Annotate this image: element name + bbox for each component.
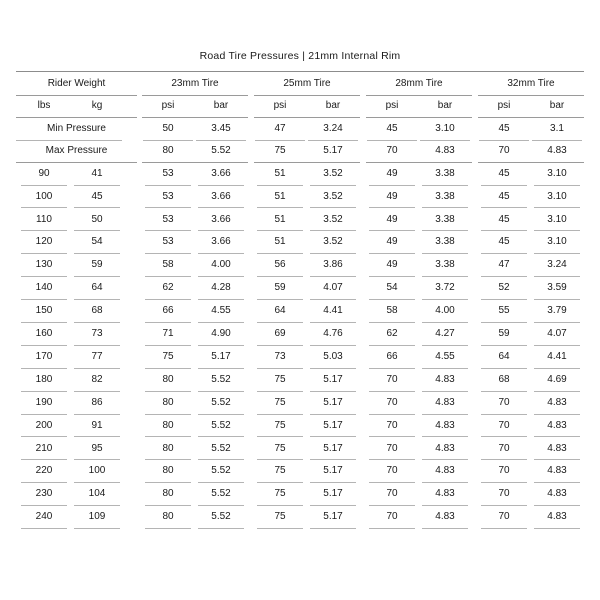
table-cell: 4.83 bbox=[547, 442, 567, 454]
table-cell: 4.83 bbox=[435, 419, 455, 431]
table-cell: 75 bbox=[274, 511, 286, 523]
table-row bbox=[0, 506, 600, 529]
table-cell: 54 bbox=[91, 236, 103, 248]
table-row bbox=[0, 368, 600, 391]
table-cell: 75 bbox=[162, 350, 174, 362]
table-cell: 3.66 bbox=[211, 236, 231, 248]
table-cell: 140 bbox=[35, 282, 53, 294]
pressure-limit-value: 70 bbox=[386, 145, 398, 157]
table-cell: 70 bbox=[498, 465, 510, 477]
table-cell: 5.52 bbox=[211, 465, 231, 477]
table-cell: 71 bbox=[162, 328, 174, 340]
pressure-limit-value: 45 bbox=[386, 122, 398, 134]
table-cell: 70 bbox=[386, 442, 398, 454]
table-cell: 70 bbox=[498, 488, 510, 500]
unit-header: psi bbox=[161, 100, 175, 112]
table-cell: 5.52 bbox=[211, 442, 231, 454]
table-cell: 56 bbox=[274, 259, 286, 271]
table-row bbox=[0, 414, 600, 437]
table-cell: 70 bbox=[386, 373, 398, 385]
table-cell: 52 bbox=[498, 282, 510, 294]
table-cell: 4.83 bbox=[435, 442, 455, 454]
table-cell: 3.10 bbox=[547, 236, 567, 248]
table-cell: 5.17 bbox=[323, 373, 343, 385]
pressure-limit-value: 5.17 bbox=[323, 145, 343, 157]
table-cell: 45 bbox=[498, 190, 510, 202]
table-cell: 170 bbox=[35, 350, 53, 362]
table-cell: 4.00 bbox=[211, 259, 231, 271]
table-cell: 41 bbox=[91, 167, 103, 179]
max-pressure-row bbox=[0, 140, 600, 163]
table-cell: 5.52 bbox=[211, 488, 231, 500]
group-header-row bbox=[0, 72, 600, 95]
table-cell: 62 bbox=[162, 282, 174, 294]
table-cell: 3.38 bbox=[435, 259, 455, 271]
table-cell: 45 bbox=[498, 236, 510, 248]
table-cell: 51 bbox=[274, 213, 286, 225]
table-row bbox=[0, 277, 600, 300]
table-cell: 4.41 bbox=[323, 305, 343, 317]
table-cell: 59 bbox=[498, 328, 510, 340]
table-cell: 51 bbox=[274, 190, 286, 202]
group-header: 32mm Tire bbox=[507, 77, 555, 89]
table-cell: 95 bbox=[91, 442, 103, 454]
pressure-limit-value: 3.1 bbox=[550, 122, 564, 134]
table-cell: 3.66 bbox=[211, 190, 231, 202]
table-cell: 4.83 bbox=[435, 488, 455, 500]
table-cell: 54 bbox=[386, 282, 398, 294]
table-cell: 3.38 bbox=[435, 236, 455, 248]
table-cell: 64 bbox=[498, 350, 510, 362]
table-cell: 4.90 bbox=[211, 328, 231, 340]
table-cell: 80 bbox=[162, 419, 174, 431]
table-cell: 200 bbox=[35, 419, 53, 431]
table-cell: 180 bbox=[35, 373, 53, 385]
table-cell: 109 bbox=[88, 511, 106, 523]
table-cell: 49 bbox=[386, 236, 398, 248]
unit-header: lbs bbox=[37, 100, 51, 112]
table-cell: 50 bbox=[91, 213, 103, 225]
group-header: 28mm Tire bbox=[395, 77, 443, 89]
table-cell: 4.69 bbox=[547, 373, 567, 385]
table-cell: 53 bbox=[162, 213, 174, 225]
table-cell: 3.38 bbox=[435, 213, 455, 225]
table-cell: 49 bbox=[386, 190, 398, 202]
pressure-limit-value: 3.45 bbox=[211, 122, 231, 134]
table-cell: 4.83 bbox=[547, 488, 567, 500]
table-cell: 70 bbox=[386, 465, 398, 477]
table-cell: 70 bbox=[386, 396, 398, 408]
table-cell: 53 bbox=[162, 190, 174, 202]
table-cell: 220 bbox=[35, 465, 53, 477]
row-divider bbox=[74, 528, 120, 529]
table-cell: 45 bbox=[498, 213, 510, 225]
table-cell: 75 bbox=[274, 419, 286, 431]
table-cell: 77 bbox=[91, 350, 103, 362]
table-cell: 5.17 bbox=[323, 488, 343, 500]
table-cell: 70 bbox=[386, 419, 398, 431]
table-cell: 240 bbox=[35, 511, 53, 523]
table-cell: 64 bbox=[274, 305, 286, 317]
pressure-limit-label: Min Pressure bbox=[47, 122, 106, 134]
row-divider bbox=[422, 528, 468, 529]
table-row bbox=[0, 162, 600, 185]
table-cell: 5.17 bbox=[323, 419, 343, 431]
table-cell: 4.27 bbox=[435, 328, 455, 340]
table-cell: 210 bbox=[35, 442, 53, 454]
table-cell: 104 bbox=[88, 488, 106, 500]
pressure-limit-value: 45 bbox=[498, 122, 510, 134]
table-cell: 59 bbox=[91, 259, 103, 271]
table-cell: 58 bbox=[386, 305, 398, 317]
table-row bbox=[0, 391, 600, 414]
table-cell: 3.59 bbox=[547, 282, 567, 294]
row-divider bbox=[481, 528, 527, 529]
table-cell: 130 bbox=[35, 259, 53, 271]
row-divider bbox=[310, 528, 356, 529]
table-cell: 47 bbox=[498, 259, 510, 271]
table-cell: 4.83 bbox=[547, 511, 567, 523]
table-cell: 3.24 bbox=[547, 259, 567, 271]
table-cell: 45 bbox=[498, 167, 510, 179]
table-cell: 190 bbox=[35, 396, 53, 408]
table-cell: 3.38 bbox=[435, 190, 455, 202]
row-divider bbox=[21, 528, 67, 529]
group-header: 25mm Tire bbox=[283, 77, 331, 89]
row-divider bbox=[145, 528, 191, 529]
table-cell: 110 bbox=[36, 213, 52, 225]
table-cell: 70 bbox=[498, 396, 510, 408]
table-cell: 3.66 bbox=[211, 167, 231, 179]
pressure-limit-value: 50 bbox=[162, 122, 174, 134]
table-cell: 70 bbox=[498, 419, 510, 431]
table-cell: 3.79 bbox=[547, 305, 567, 317]
table-cell: 5.52 bbox=[211, 396, 231, 408]
unit-header: psi bbox=[385, 100, 399, 112]
pressure-limit-value: 3.10 bbox=[435, 122, 455, 134]
unit-header: psi bbox=[273, 100, 287, 112]
table-cell: 58 bbox=[162, 259, 174, 271]
table-row bbox=[0, 185, 600, 208]
table-cell: 5.17 bbox=[323, 396, 343, 408]
table-cell: 80 bbox=[162, 511, 174, 523]
table-row bbox=[0, 483, 600, 506]
table-cell: 5.17 bbox=[323, 465, 343, 477]
unit-header: bar bbox=[437, 100, 453, 112]
table-cell: 4.00 bbox=[435, 305, 455, 317]
table-cell: 91 bbox=[91, 419, 103, 431]
table-cell: 51 bbox=[274, 167, 286, 179]
table-cell: 68 bbox=[91, 305, 103, 317]
table-cell: 5.17 bbox=[323, 442, 343, 454]
table-cell: 4.83 bbox=[435, 396, 455, 408]
table-cell: 64 bbox=[91, 282, 103, 294]
table-cell: 4.55 bbox=[211, 305, 231, 317]
row-divider bbox=[198, 528, 244, 529]
pressure-limit-value: 80 bbox=[162, 145, 174, 157]
table-cell: 80 bbox=[162, 396, 174, 408]
unit-header: bar bbox=[549, 100, 565, 112]
table-cell: 4.28 bbox=[211, 282, 231, 294]
table-cell: 5.03 bbox=[323, 350, 343, 362]
table-cell: 100 bbox=[88, 465, 106, 477]
table-cell: 4.55 bbox=[435, 350, 455, 362]
table-cell: 55 bbox=[498, 305, 510, 317]
table-cell: 49 bbox=[386, 213, 398, 225]
table-cell: 70 bbox=[498, 511, 510, 523]
table-cell: 4.83 bbox=[435, 511, 455, 523]
table-row bbox=[0, 208, 600, 231]
unit-header-row bbox=[0, 95, 600, 118]
table-cell: 3.10 bbox=[547, 213, 567, 225]
table-cell: 5.52 bbox=[211, 511, 231, 523]
table-cell: 73 bbox=[274, 350, 286, 362]
table-cell: 4.07 bbox=[547, 328, 567, 340]
table-cell: 4.07 bbox=[323, 282, 343, 294]
table-row bbox=[0, 254, 600, 277]
table-cell: 53 bbox=[162, 236, 174, 248]
table-cell: 70 bbox=[386, 488, 398, 500]
table-cell: 68 bbox=[498, 373, 510, 385]
table-cell: 4.83 bbox=[547, 419, 567, 431]
table-cell: 86 bbox=[91, 396, 103, 408]
table-cell: 4.83 bbox=[435, 465, 455, 477]
row-divider bbox=[534, 528, 580, 529]
row-divider bbox=[369, 528, 415, 529]
table-cell: 4.76 bbox=[323, 328, 343, 340]
table-cell: 75 bbox=[274, 465, 286, 477]
table-cell: 4.83 bbox=[547, 465, 567, 477]
table-cell: 66 bbox=[386, 350, 398, 362]
pressure-limit-value: 70 bbox=[498, 145, 510, 157]
table-cell: 4.83 bbox=[435, 373, 455, 385]
table-cell: 59 bbox=[274, 282, 286, 294]
pressure-limit-value: 75 bbox=[274, 145, 286, 157]
unit-header: psi bbox=[497, 100, 511, 112]
table-row bbox=[0, 437, 600, 460]
table-cell: 70 bbox=[498, 442, 510, 454]
table-cell: 4.41 bbox=[547, 350, 567, 362]
table-cell: 69 bbox=[274, 328, 286, 340]
table-cell: 5.52 bbox=[211, 419, 231, 431]
table-cell: 3.52 bbox=[323, 236, 343, 248]
table-cell: 75 bbox=[274, 488, 286, 500]
table-cell: 62 bbox=[386, 328, 398, 340]
table-cell: 150 bbox=[35, 305, 53, 317]
pressure-limit-value: 4.83 bbox=[547, 145, 567, 157]
unit-header: kg bbox=[91, 100, 103, 112]
pressure-limit-value: 3.24 bbox=[323, 122, 343, 134]
pressure-limit-value: 4.83 bbox=[435, 145, 455, 157]
table-cell: 49 bbox=[386, 259, 398, 271]
table-cell: 120 bbox=[35, 236, 53, 248]
table-row bbox=[0, 322, 600, 345]
table-cell: 230 bbox=[35, 488, 53, 500]
table-cell: 3.86 bbox=[323, 259, 343, 271]
table-cell: 75 bbox=[274, 442, 286, 454]
table-cell: 82 bbox=[91, 373, 103, 385]
table-cell: 4.83 bbox=[547, 396, 567, 408]
table-cell: 3.66 bbox=[211, 213, 231, 225]
min-pressure-row bbox=[0, 117, 600, 140]
pressure-limit-value: 47 bbox=[274, 122, 286, 134]
pressure-limit-label: Max Pressure bbox=[45, 145, 108, 157]
table-cell: 3.52 bbox=[323, 190, 343, 202]
table-cell: 100 bbox=[35, 190, 53, 202]
table-cell: 73 bbox=[91, 328, 103, 340]
unit-header: bar bbox=[213, 100, 229, 112]
table-cell: 75 bbox=[274, 373, 286, 385]
table-title: Road Tire Pressures | 21mm Internal Rim bbox=[199, 50, 401, 62]
table-cell: 3.38 bbox=[435, 167, 455, 179]
table-cell: 45 bbox=[91, 190, 103, 202]
table-cell: 51 bbox=[274, 236, 286, 248]
table-cell: 5.17 bbox=[323, 511, 343, 523]
table-row bbox=[0, 231, 600, 254]
table-cell: 80 bbox=[162, 373, 174, 385]
table-cell: 3.10 bbox=[547, 190, 567, 202]
table-row bbox=[0, 460, 600, 483]
table-cell: 80 bbox=[162, 442, 174, 454]
table-cell: 75 bbox=[274, 396, 286, 408]
table-cell: 70 bbox=[386, 511, 398, 523]
table-cell: 3.52 bbox=[323, 213, 343, 225]
table-cell: 66 bbox=[162, 305, 174, 317]
table-cell: 90 bbox=[38, 167, 50, 179]
table-cell: 53 bbox=[162, 167, 174, 179]
table-cell: 3.72 bbox=[435, 282, 455, 294]
table-cell: 5.17 bbox=[211, 350, 231, 362]
table-cell: 80 bbox=[162, 488, 174, 500]
table-row bbox=[0, 299, 600, 322]
unit-header: bar bbox=[325, 100, 341, 112]
group-header: Rider Weight bbox=[47, 77, 106, 89]
table-cell: 3.10 bbox=[547, 167, 567, 179]
table-cell: 160 bbox=[35, 328, 53, 340]
row-divider bbox=[257, 528, 303, 529]
table-row bbox=[0, 345, 600, 368]
table-cell: 5.52 bbox=[211, 373, 231, 385]
table-cell: 49 bbox=[386, 167, 398, 179]
pressure-limit-value: 5.52 bbox=[211, 145, 231, 157]
group-header: 23mm Tire bbox=[171, 77, 219, 89]
table-cell: 80 bbox=[162, 465, 174, 477]
table-cell: 3.52 bbox=[323, 167, 343, 179]
